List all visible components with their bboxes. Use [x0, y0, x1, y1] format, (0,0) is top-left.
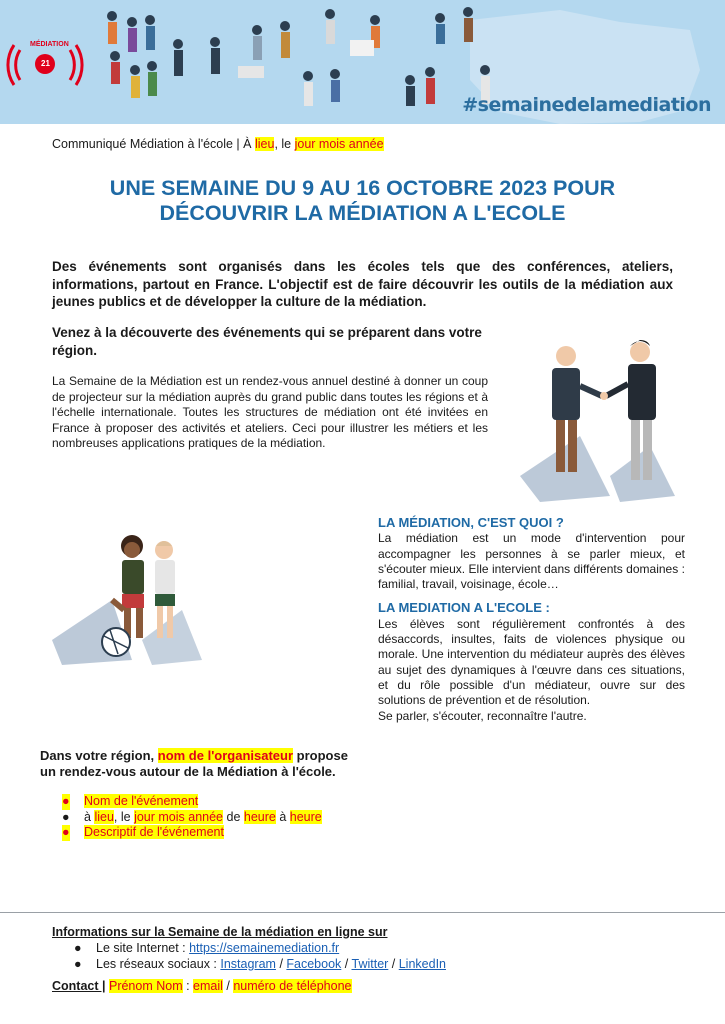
contact-name-placeholder: Prénom Nom	[108, 979, 183, 993]
linkedin-link[interactable]: LinkedIn	[398, 957, 446, 971]
list-item	[74, 940, 446, 956]
footer-title: Informations sur la Semaine de la médiation en ligne sur	[52, 925, 388, 939]
website-label: Le site Internet :	[96, 941, 190, 955]
handshake-illustration	[500, 336, 690, 502]
event-place-placeholder: lieu	[94, 809, 114, 824]
contact-line	[52, 978, 446, 994]
section-heading-school: LA MEDIATION A L'ECOLE :	[378, 600, 550, 616]
event-time-from-placeholder: heure	[243, 809, 276, 824]
hashtag: #semainedelamediation	[462, 94, 711, 116]
instagram-link[interactable]: Instagram	[220, 957, 276, 971]
press-line-place: lieu	[254, 137, 275, 151]
contact-colon: :	[182, 979, 194, 993]
contact-label: Contact |	[52, 979, 106, 993]
invite-paragraph: Venez à la découverte des événements qui se préparent dans votre région.	[52, 325, 482, 358]
logo-number: 21	[41, 59, 50, 68]
title-line-1: UNE SEMAINE DU 9 AU 16 OCTOBRE 2023 POUR	[109, 176, 616, 200]
intro-paragraph: La Semaine de la Médiation est un rendez-vous annuel destiné à donner un coup de projecteur sur la médiation auprès du grand public dans toutes les régions et à l'échelle internationale. Toutes les structures de médiation ont été invitées en France à proposer des activités et ateliers. Ceci pour illustrer les métiers et les nombreuses applications pratiques de la médiation.	[52, 374, 488, 450]
lead-paragraph: Des événements sont organisés dans les écoles tels que des conférences, ateliers, informations, partout en France. L'objectif est de faire découvrir les outils de la médiation aux jeunes publics et de développer la culture de la médiation.	[52, 259, 673, 309]
logo-text: MÉDIATION	[30, 41, 69, 48]
bullet-icon: ●	[62, 794, 70, 808]
event-a: à	[275, 809, 290, 824]
social-sep: /	[388, 957, 399, 971]
press-line-date: jour mois année	[294, 137, 384, 151]
social-sep: /	[275, 957, 287, 971]
event-name-placeholder: Nom de l'événement	[84, 794, 199, 808]
press-line-prefix: Communiqué Médiation à l'école | À	[52, 137, 255, 151]
bullet-icon: ●	[74, 941, 82, 955]
bullet-icon: ●	[74, 957, 82, 971]
list-item	[60, 825, 322, 841]
event-comma-le: , le	[113, 809, 135, 824]
page-title	[30, 176, 695, 226]
event-list	[60, 794, 322, 841]
twitter-link[interactable]: Twitter	[351, 957, 389, 971]
info-column	[378, 515, 685, 724]
title-line-2: DÉCOUVRIR LA MÉDIATION A L'ECOLE	[159, 201, 566, 225]
kids-illustration	[52, 530, 212, 670]
social-sep: /	[341, 957, 352, 971]
website-link[interactable]: https://semainemediation.fr	[189, 941, 340, 955]
event-a-prefix: à	[84, 809, 95, 824]
region-paragraph	[40, 748, 360, 780]
press-line	[52, 137, 384, 151]
press-line-sep: , le	[274, 137, 295, 151]
region-prefix: Dans votre région,	[40, 748, 158, 763]
region-suffix: propose un rendez-vous autour de la Médiation à l'école.	[40, 748, 348, 779]
event-date-placeholder: jour mois année	[134, 809, 224, 824]
organizer-placeholder: nom de l'organisateur	[157, 748, 294, 763]
footer-links	[52, 940, 446, 972]
event-time-to-placeholder: heure	[289, 809, 322, 824]
event-description-placeholder: Descriptif de l'événement	[84, 825, 224, 840]
list-item	[74, 956, 446, 972]
section-body-school: Les élèves sont régulièrement confrontés à des désaccords, insultes, faits de violences physique ou morale. Une intervention du médiateur auprès des élèves au sujet des dynamiques à l'œuvre dans ces situations, et du rôle possible d'un médiateur, ouvre sur des solutions de prévention et de résolution.	[378, 616, 685, 708]
social-label: Les réseaux sociaux :	[96, 957, 221, 971]
bullet-icon: ●	[62, 809, 70, 824]
section-tail-school: Se parler, s'écouter, reconnaître l'autre.	[378, 708, 587, 723]
section-heading-what: LA MÉDIATION, C'EST QUOI ?	[378, 515, 564, 530]
header-banner	[0, 0, 725, 124]
list-item	[60, 794, 322, 810]
contact-email-placeholder: email	[193, 979, 223, 993]
bullet-icon: ●	[62, 825, 70, 840]
event-de: de	[223, 809, 244, 824]
contact-sep: /	[222, 979, 234, 993]
facebook-link[interactable]: Facebook	[286, 957, 342, 971]
footer-divider	[0, 912, 725, 913]
list-item	[60, 810, 322, 826]
section-body-what: La médiation est un mode d'intervention pour accompagner les personnes à se parler mieux, et s'écouter mieux. Elle intervient dans différents domaines : familial, travail, voisinage, école…	[378, 531, 685, 592]
footer	[52, 924, 446, 994]
contact-phone-placeholder: numéro de téléphone	[233, 979, 352, 993]
